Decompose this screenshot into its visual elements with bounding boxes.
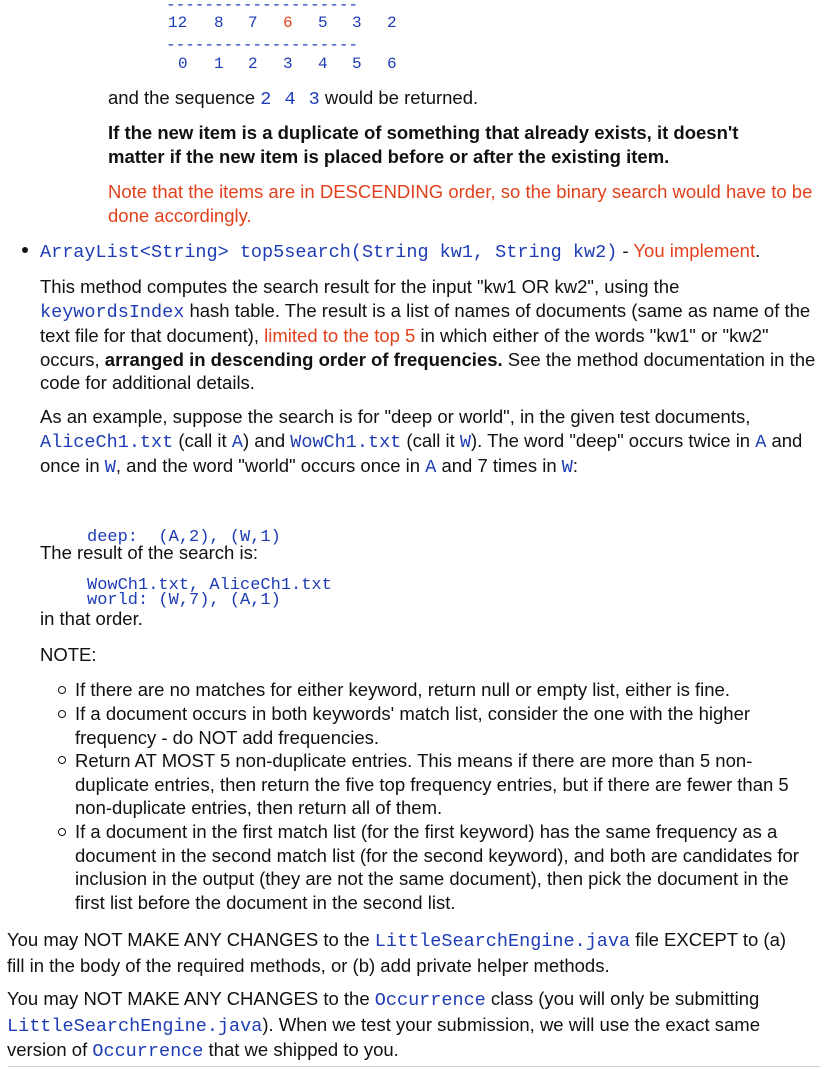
method-heading: ArrayList<String> top5search(String kw1, String kw2) - You implement. (40, 240, 761, 263)
note-item: If a document in the first match list (for the first keyword) has the same frequency as a document in the second match list (for the second keyword), and both are candidates for inclusion in the output (they are not the same document), then pick the document in the first list before the document in the second list. (75, 821, 799, 913)
array-index-cell: 4 (318, 55, 328, 73)
file-alice: AliceCh1.txt (40, 431, 174, 453)
method-bullet-icon (22, 247, 28, 253)
footer-restriction-1: You may NOT MAKE ANY CHANGES to the LittleSearchEngine.java file EXCEPT to (a) fill in the body of the required methods, or (b) add private helper methods. (7, 929, 787, 976)
note-bullet-icon (58, 710, 66, 718)
array-value-cell: 7 (248, 14, 258, 32)
duplicate-note: If the new item is a duplicate of something that already exists, it doesn't matter if the new item is placed before or after the existing item. (108, 122, 739, 167)
array-index-cell: 2 (248, 55, 258, 73)
descending-frequency: arranged in descending order of frequencies. (104, 348, 503, 370)
note-item: Return AT MOST 5 non-duplicate entries. This means if there are more than 5 non-duplicate entries, then return the five top frequency entries, but if there are fewer than 5 non-duplicate entries, then return all of them. (75, 750, 789, 818)
sequence-sentence: and the sequence 2 4 3 would be returned. (108, 87, 479, 110)
array-value-cell: 3 (352, 14, 362, 32)
file-littlesearchengine: LittleSearchEngine.java (7, 1015, 263, 1037)
array-top-rule: -------------------- (166, 0, 359, 14)
class-occurrence: Occurrence (374, 990, 486, 1011)
in-that-order: in that order. (40, 608, 143, 629)
keywords-index-code: keywordsIndex (40, 301, 185, 323)
descending-note: Note that the items are in DESCENDING order, so the binary search would have to be done accordingly. (108, 181, 813, 226)
note-item: If a document occurs in both keywords' match list, consider the one with the higher frequency - do NOT add frequencies. (75, 703, 751, 748)
occurrence-code-block: deep: (A,2), (W,1) world: (W,7), (A,1) (87, 528, 281, 610)
array-index-cell: 3 (283, 55, 293, 73)
result-intro: The result of the search is: (40, 542, 258, 563)
array-index-cell: 5 (352, 55, 362, 73)
array-mid-rule: -------------------- (166, 36, 359, 54)
note-label: NOTE: (40, 644, 97, 665)
array-value-cell: 12 (168, 14, 188, 32)
note-bullet-icon (58, 756, 66, 764)
note-bullet-icon (58, 828, 66, 836)
bottom-divider (8, 1066, 820, 1067)
top5-limit: limited to the top 5 (264, 325, 416, 346)
implement-tag: You implement (633, 240, 756, 261)
result-code: WowCh1.txt, AliceCh1.txt (87, 576, 332, 595)
file-wow: WowCh1.txt (290, 431, 402, 453)
array-index-cell: 1 (214, 55, 224, 73)
file-littlesearchengine: LittleSearchEngine.java (374, 931, 631, 952)
note-item: If there are no matches for either keyword, return null or empty list, either is fine. (75, 679, 730, 700)
array-value-cell: 6 (283, 14, 293, 32)
example-paragraph: As an example, suppose the search is for "deep or world", in the given test documents, AliceCh1.txt (call it A) and WowCh1.txt (call it W). The word "deep" occurs twice in A and once in W, and the word "world" occurs once in A and 7 times in W: (40, 406, 803, 478)
footer-restriction-2: You may NOT MAKE ANY CHANGES to the Occurrence class (you will only be submitting LittleSearchEngine.java). When we test your submission, we will use the exact same version of Occurrence that we shipped to you. (7, 988, 760, 1062)
method-signature: ArrayList<String> top5search(String kw1, String kw2) (40, 242, 618, 263)
class-occurrence: Occurrence (92, 1041, 204, 1062)
array-value-cell: 8 (214, 14, 224, 32)
sequence-value: 2 4 3 (260, 89, 320, 110)
array-index-cell: 6 (387, 55, 397, 73)
method-description: This method computes the search result for the input "kw1 OR kw2", using the keywordsIndex hash table. The result is a list of names of documents (same as name of the text file for that document), limited to the top 5 in which either of the words "kw1" or "kw2" occurs, arranged in descending order of frequencies. See the method documentation in the code for additional details. (40, 276, 816, 393)
array-value-cell: 2 (387, 14, 397, 32)
array-value-cell: 5 (318, 14, 328, 32)
note-bullet-icon (58, 686, 66, 694)
array-index-cell: 0 (178, 55, 188, 73)
